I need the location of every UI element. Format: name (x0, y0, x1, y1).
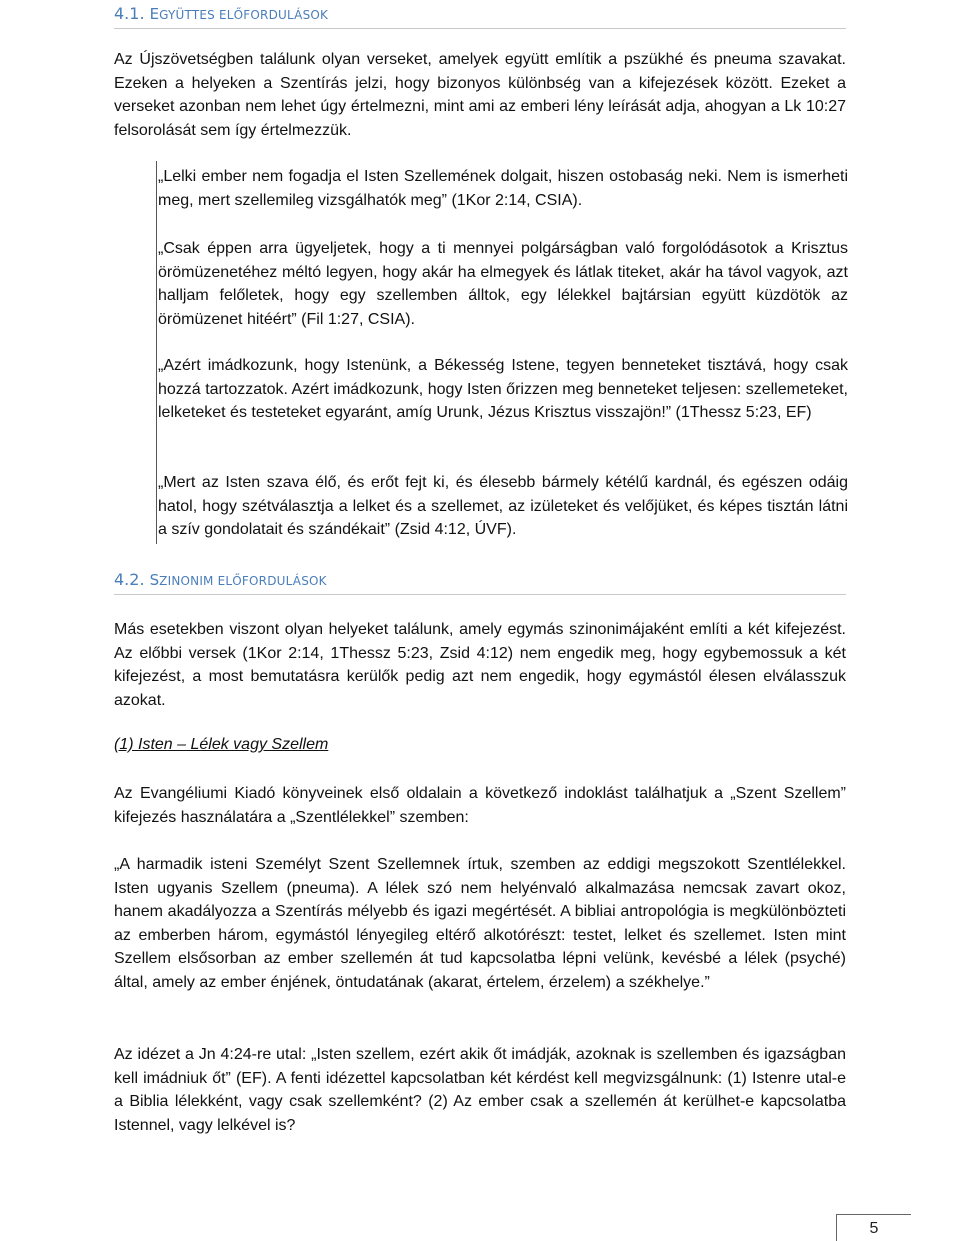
quote-1thessz: „Azért imádkozunk, hogy Istenünk, a Békesség Istene, tegyen benneteket tisztává, hogy csak hozzá tartozzatok. Azért imádkozunk, hogy Isten őrizzen meg benneteket teljesen: szellemeteket, lelketeket és testeteket egyaránt, amíg Urunk, Jézus Krisztus visszajön!” (1Thessz 5:23, EF) (158, 357, 848, 421)
subheading-isten-lelek: (1) Isten – Lélek vagy Szellem (114, 736, 329, 753)
synonym-paragraph: Más esetekben viszont olyan helyeket találunk, amely egymás szinonimájaként említi a két kifejezést. Az előbbi versek (1Kor 2:14, 1Thessz 5:23, Zsid 4:12) nem engedik meg, hogy egybemossuk a két kifejezést, a most bemutatásra kerülők pedig azt nem engedik, hogy egymástól élesen elválasszuk azokat. (114, 621, 846, 709)
section-title-rest: ZINONIM ELŐFORDULÁSOK (159, 574, 327, 588)
quote-zsid: „Mert az Isten szava élő, és erőt fejt ki, és élesebb bármely kétélű kardnál, és egészen odáig hatol, hogy szétválasztja a lelket és a szellemet, az izületeket és velőjüket, és képes tisztán látni a szív gondolatait és szándékait” (Zsid 4:12, ÚVF). (158, 474, 848, 538)
section-title-initial: E (149, 5, 160, 23)
section-title-rest: GYÜTTES ELŐFORDULÁSOK (159, 8, 329, 22)
publisher-paragraph: Az Evangéliumi Kiadó könyveinek első oldalain a következő indoklást találhatjuk a „Szent Szellem” kifejezés használatára a „Szentlélekkel” szemben: (114, 785, 846, 826)
intro-text: Az Újszövetségben találunk olyan verseket, amelyek együtt említik a pszükhé és pneuma szavakat. Ezeken a helyeken a Szentírás jelzi, hogy bizonyos különbség van a kifejezések között. Ezeket a verseket azonban nem lehet úgy értelmezni, mint ami az emberi lény leírását adja, ahogyan a Lk 10:27 felsorolását sem így értelmezzük. (114, 51, 846, 139)
section-title-initial: S (149, 571, 160, 589)
section-number: 4.1. (114, 4, 145, 23)
quote-1kor: „Lelki ember nem fogadja el Isten Szellemének dolgait, hiszen ostobaság neki. Nem is ismerheti meg, mert szellemileg vizsgálhatók meg” (1Kor 2:14, CSIA). (158, 168, 848, 209)
section-heading-4-2 (114, 570, 846, 595)
long-quote: „A harmadik isteni Személyt Szent Szellemnek írtuk, szemben az eddigi megszokott Szentlélekkel. Isten ugyanis Szellem (pneuma). A lélek szó nem helyénvaló alkalmazása nemcsak zavart okoz, hanem akadályozza a Szentírás mélyebb és igazi megértését. A bibliai antropológia is megkülönbözteti az emberben három, egymástól lényegileg eltérő alkotórészt: testet, lelket és szellemet. Isten mint Szellem elsősorban az ember szellemén át tud kapcsolatba lépni velünk, kevésbé a lélek (psyché) által, amely az ember énjének, öntudatának (akarat, értelem, érzelem) a székhelye.” (114, 856, 846, 991)
section-number: 4.2. (114, 570, 145, 589)
quote-group (156, 0, 846, 548)
final-paragraph: Az idézet a Jn 4:24-re utal: „Isten szellem, ezért akik őt imádják, azoknak is szellemben és igazságban kell imádniuk őt” (EF). A fenti idézettel kapcsolatban két kérdést kell megvizsgálnunk: (1) Istenre utal-e a Biblia lélekként, vagy csak szellemként? (2) Az ember csak a szellemén át kerülhet-e kapcsolatba Istennel, vagy lelkével is? (114, 1046, 846, 1134)
page-number-frame (836, 1214, 911, 1241)
page-number: 5 (869, 1220, 879, 1237)
quote-fil: „Csak éppen arra ügyeljetek, hogy a ti mennyei polgárságban való forgolódásotok a Krisztus örömüzenetéhez méltó legyen, hogy akár ha elmegyek és látlak titeket, akár ha távol vagyok, azt halljam felőletek, hogy egy szellemben álltok, egy lélekkel bajtársian együtt küzdötök az örömüzenet hitéért” (Fil 1:27, CSIA). (158, 240, 848, 328)
